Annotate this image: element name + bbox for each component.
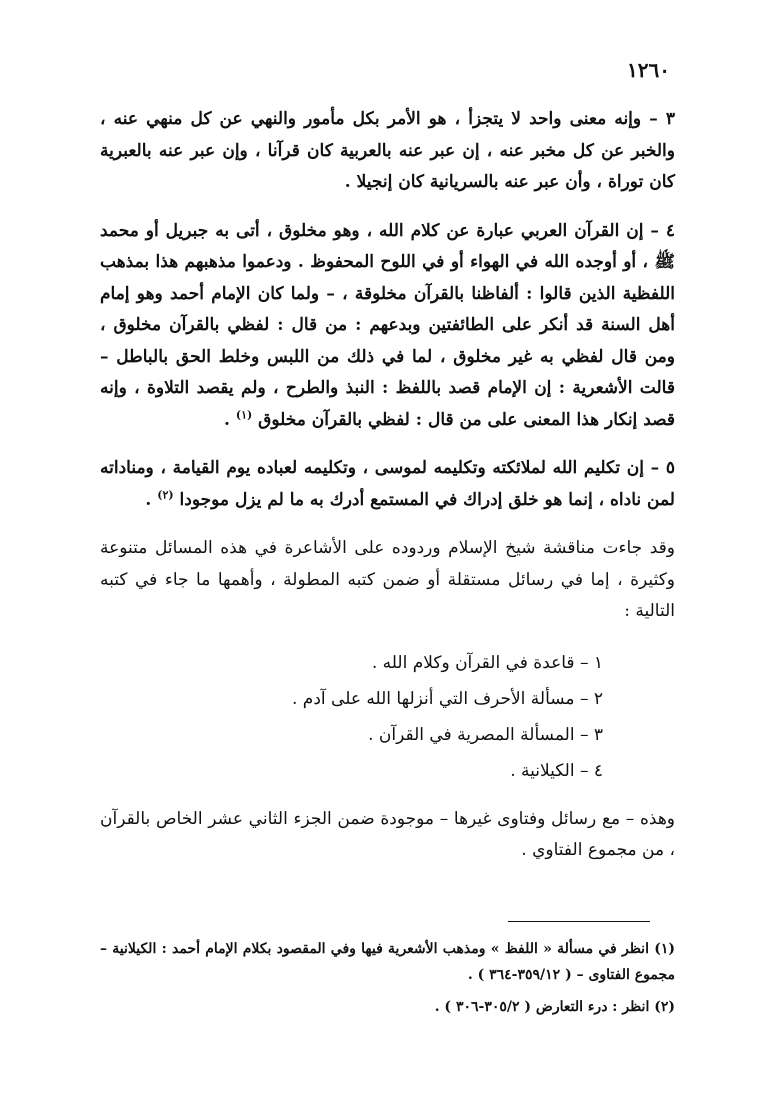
paragraph-point-5-end: . — [145, 489, 158, 510]
footnote-divider — [508, 921, 650, 922]
paragraph-point-4-end: . — [224, 409, 236, 430]
page-number: ١٢٦٠ — [627, 58, 670, 82]
footnote-1: (١) انظر في مسألة « اللفظ » ومذهب الأشعرية فيها وفي المقصود بكلام الإمام أحمد : الكيلانية – مجموع الفتاوى – ( ٣٥٩/١٢-٣٦٤ ) . — [100, 941, 675, 983]
paragraph-point-3: ٣ – وإنه معنى واحد لا يتجزأ ، هو الأمر بكل مأمور والنهي عن كل منهي عنه ، والخبر عن كل مخبر عنه ، إن عبر عنه بالعربية كان قرآنا ، وإن عبر عنه بالعبرية كان توراة ، وأن عبر عنه بالسريانية كان إنجيلا . — [100, 109, 675, 192]
footnote-ref-2: (٢) — [157, 487, 174, 501]
footnote-2: (٢) انظر : درء التعارض ( ٣٠٥/٢-٣٠٦ ) . — [434, 999, 675, 1015]
books-list — [100, 645, 675, 789]
paragraph-intro-books: وقد جاءت مناقشة شيخ الإسلام وردوده على الأشاعرة في هذه المسائل متنوعة وكثيرة ، إما في رسائل مستقلة أو ضمن كتبه المطولة ، وأهمها ما جاء في كتبه التالية : — [100, 538, 675, 621]
paragraph-point-4 — [100, 216, 675, 437]
list-item: ٣ – المسألة المصرية في القرآن . — [368, 724, 603, 745]
paragraph-closing: وهذه – مع رسائل وفتاوى غيرها – موجودة ضمن الجزء الثاني عشر الخاص بالقرآن ، من مجموع الفتاوي . — [100, 808, 675, 860]
footnote-ref-1: (١) — [235, 407, 253, 421]
paragraph-point-4-text: ٤ – إن القرآن العربي عبارة عن كلام الله ، وهو مخلوق ، أتى به جبريل أو محمد ﷺ ، أو أوجده الله في الهواء أو في اللوح المحفوظ . ودعموا مذهبهم هذا بمذهب اللفظية الذين قالوا : ألفاظنا بالقرآن مخلوقة ، – ولما كان الإمام أحمد وهو إمام أهل السنة قد أنكر على الطائفتين وبدعهم : من قال : لفظي بالقرآن مخلوق ، ومن قال لفظي به غير مخلوق ، لما في ذلك من اللبس وخلط الحق بالباطل – قالت الأشعرية : إن الإمام قصد باللفظ : النبذ والطرح ، ولم يقصد التلاوة ، وإنه قصد إنكار هذا المعنى على من قال : لفظي بالقرآن مخلوق — [100, 220, 675, 430]
main-text — [100, 104, 675, 884]
footnotes — [100, 936, 675, 1026]
paragraph-point-5-text: ٥ – إن تكليم الله لملائكته وتكليمه لموسى ، وتكليمه لعباده يوم القيامة ، ومناداته لمن ناداه ، إنما هو خلق إدراك في المستمع أدرك به ما لم يزل موجودا — [100, 458, 675, 510]
list-item: ٢ – مسألة الأحرف التي أنزلها الله على آدم . — [292, 688, 603, 709]
paragraph-point-5 — [100, 453, 675, 516]
list-item: ٤ – الكيلانية . — [510, 760, 603, 781]
list-item: ١ – قاعدة في القرآن وكلام الله . — [371, 652, 603, 673]
